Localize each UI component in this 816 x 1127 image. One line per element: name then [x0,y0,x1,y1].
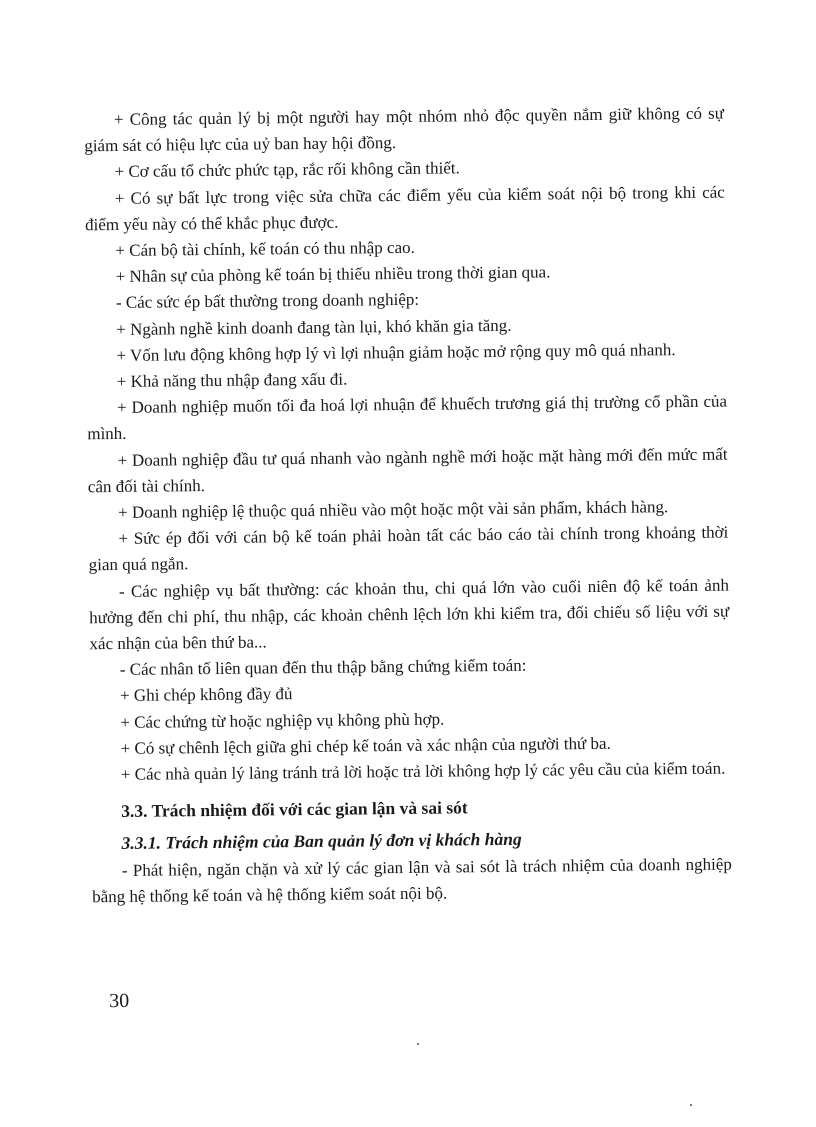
scan-speck [690,1104,692,1106]
subsection-heading: 3.3.1. Trách nhiệm của Ban quản lý đơn vị khách hàng [121,829,522,854]
paragraph: - Các nhân tố liên quan đến thu thập bằng chứng kiểm toán: [119,655,527,680]
page-number: 30 [109,989,130,1013]
paragraph: + Cán bộ tài chính, kế toán có thu nhập cao. [115,237,415,260]
closing-paragraph: - Phát hiện, ngăn chặn và xử lý các gian lận và sai sót là trách nhiệm của doanh nghiệp bằng hệ thống kế toán và hệ thống kiểm soát nội bộ. [92,854,732,907]
paragraph: + Doanh nghiệp lệ thuộc quá nhiều vào một hoặc một vài sản phẩm, khách hàng. [118,497,669,522]
paragraph: + Công tác quản lý bị một người hay một nhóm nhỏ độc quyền nắm giữ không có sự giám sát có hiệu lực của uỷ ban hay hội đồng. [84,103,725,156]
paragraph: - Các nghiệp vụ bất thường: các khoản thu, chi quá lớn vào cuối niên độ kế toán ảnh hưởng đến chi phí, thu nhập, các khoản chênh lệch lớn khi kiểm tra, đối chiếu số liệu với sự xác nhận của bên thứ ba... [89,575,730,654]
paragraph: + Vốn lưu động không hợp lý vì lợi nhuận giảm hoặc mở rộng quy mô quá nhanh. [116,339,676,365]
paragraph: + Có sự bất lực trong việc sửa chữa các điểm yếu của kiểm soát nội bộ trong khi các điểm yếu này có thể khắc phục được. [84,182,725,235]
scan-speck [417,1043,419,1045]
paragraph: + Nhân sự của phòng kế toán bị thiếu nhiều trong thời gian qua. [115,262,551,287]
page-body [84,101,732,911]
paragraph: + Ghi chép không đầy đủ [119,684,293,706]
paragraph: + Các chứng từ hoặc nghiệp vụ không phù hợp. [120,709,445,732]
paragraph: + Các nhà quản lý lảng tránh trả lời hoặc trả lời không hợp lý các yêu cầu của kiểm toán. [120,758,726,785]
paragraph: + Khả năng thu nhập đang xấu đi. [116,369,348,391]
paragraph: + Doanh nghiệp muốn tối đa hoá lợi nhuận để khuếch trương giá thị trường cổ phần của mình. [87,391,728,444]
paragraph: + Cơ cấu tổ chức phức tạp, rắc rối không cần thiết. [114,158,460,182]
paragraph: + Có sự chênh lệch giữa ghi chép kế toán và xác nhận của người thứ ba. [120,733,611,758]
paragraph: + Doanh nghiệp đầu tư quá nhanh vào ngành nghề mới hoặc mặt hàng mới đến mức mất cân đối tài chính. [87,444,728,497]
paragraph: + Ngành nghề kinh doanh đang tàn lụi, khó khăn gia tăng. [116,315,512,339]
paragraph: - Các sức ép bất thường trong doanh nghiệp: [115,290,420,313]
section-heading: 3.3. Trách nhiệm đối với các gian lận và sai sót [121,797,468,822]
paragraph: + Sức ép đối với cán bộ kế toán phải hoàn tất các báo cáo tài chính trong khoảng thời gian quá ngắn. [88,522,729,575]
